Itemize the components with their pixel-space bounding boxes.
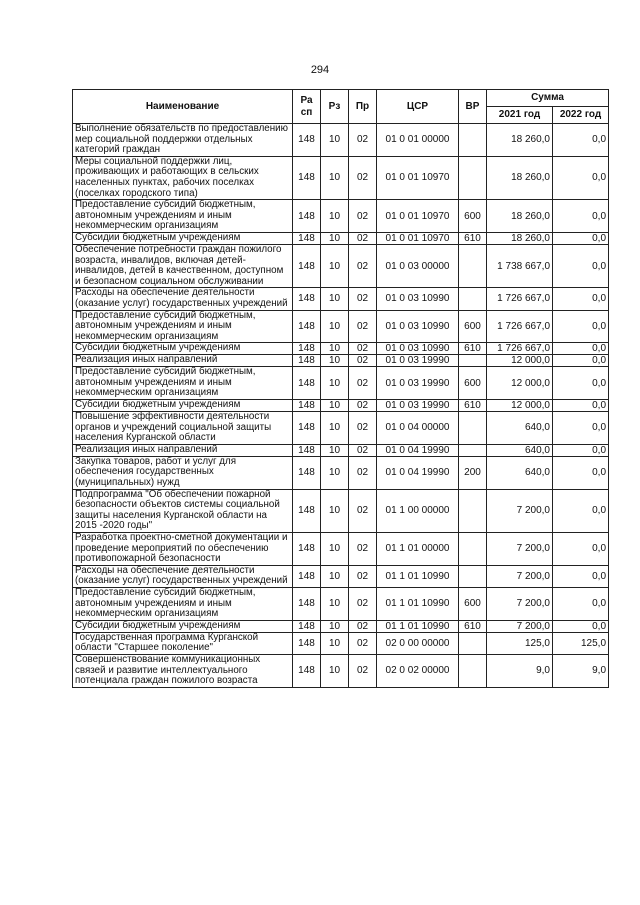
row-rz: 10	[321, 533, 349, 566]
header-pr: Пр	[349, 90, 377, 124]
header-2021: 2021 год	[487, 107, 553, 124]
row-name: Расходы на обеспечение деятельности (оказание услуг) государственных учреждений	[73, 565, 293, 587]
row-name: Обеспечение потребности граждан пожилого возраста, инвалидов, включая детей-инвалидов, детей в качественном, доступном и безопасном социальном обслуживании	[73, 244, 293, 287]
table-row	[73, 367, 609, 400]
row-sum-2022: 0,0	[553, 620, 609, 632]
row-name: Подпрограмма "Об обеспечении пожарной безопасности объектов системы социальной защиты населения Курганской области на 2015 -2020 годы"	[73, 489, 293, 532]
row-csr: 01 1 01 10990	[377, 565, 459, 587]
row-csr: 01 0 03 19990	[377, 355, 459, 367]
row-vr: 610	[459, 400, 487, 412]
row-sum-2022: 0,0	[553, 533, 609, 566]
row-rz: 10	[321, 654, 349, 687]
row-rz: 10	[321, 456, 349, 489]
header-sum: Сумма	[487, 90, 609, 107]
row-sum-2022: 0,0	[553, 156, 609, 199]
row-pr: 02	[349, 400, 377, 412]
row-vr: 600	[459, 310, 487, 343]
row-name: Государственная программа Курганской области "Старшее поколение"	[73, 632, 293, 654]
row-vr	[459, 654, 487, 687]
row-sum-2021: 18 260,0	[487, 232, 553, 244]
row-pr: 02	[349, 533, 377, 566]
row-rasp: 148	[293, 367, 321, 400]
row-vr	[459, 355, 487, 367]
table-body	[73, 124, 609, 688]
row-pr: 02	[349, 412, 377, 445]
row-sum-2022: 0,0	[553, 232, 609, 244]
row-rasp: 148	[293, 444, 321, 456]
row-vr	[459, 565, 487, 587]
row-vr	[459, 124, 487, 157]
row-rasp: 148	[293, 632, 321, 654]
row-rz: 10	[321, 232, 349, 244]
row-name: Совершенствование коммуникационных связей и развитие интеллектуального потенциала граждан пожилого возраста	[73, 654, 293, 687]
row-rz: 10	[321, 565, 349, 587]
row-rz: 10	[321, 620, 349, 632]
row-pr: 02	[349, 343, 377, 355]
row-rasp: 148	[293, 200, 321, 233]
row-csr: 01 0 03 19990	[377, 367, 459, 400]
row-rasp: 148	[293, 620, 321, 632]
table-row	[73, 232, 609, 244]
row-pr: 02	[349, 620, 377, 632]
row-pr: 02	[349, 156, 377, 199]
row-vr	[459, 156, 487, 199]
row-rz: 10	[321, 444, 349, 456]
row-rasp: 148	[293, 156, 321, 199]
row-csr: 01 0 03 19990	[377, 400, 459, 412]
row-name: Субсидии бюджетным учреждениям	[73, 232, 293, 244]
row-rasp: 148	[293, 355, 321, 367]
row-rasp: 148	[293, 244, 321, 287]
row-sum-2021: 640,0	[487, 444, 553, 456]
row-csr: 01 0 04 19990	[377, 444, 459, 456]
row-rasp: 148	[293, 124, 321, 157]
row-name: Субсидии бюджетным учреждениям	[73, 400, 293, 412]
row-pr: 02	[349, 565, 377, 587]
table-row	[73, 565, 609, 587]
row-sum-2021: 640,0	[487, 456, 553, 489]
row-pr: 02	[349, 587, 377, 620]
row-csr: 02 0 02 00000	[377, 654, 459, 687]
row-vr: 600	[459, 200, 487, 233]
row-sum-2021: 7 200,0	[487, 587, 553, 620]
row-rz: 10	[321, 400, 349, 412]
row-sum-2022: 0,0	[553, 400, 609, 412]
row-vr: 600	[459, 587, 487, 620]
row-name: Реализация иных направлений	[73, 444, 293, 456]
table-row	[73, 489, 609, 532]
row-vr	[459, 288, 487, 310]
table-row	[73, 400, 609, 412]
row-rz: 10	[321, 632, 349, 654]
row-csr: 01 0 01 10970	[377, 200, 459, 233]
row-sum-2021: 1 726 667,0	[487, 343, 553, 355]
row-vr	[459, 489, 487, 532]
row-rasp: 148	[293, 232, 321, 244]
row-sum-2021: 18 260,0	[487, 124, 553, 157]
row-vr: 200	[459, 456, 487, 489]
row-name: Реализация иных направлений	[73, 355, 293, 367]
table-row	[73, 288, 609, 310]
row-vr: 610	[459, 232, 487, 244]
row-sum-2021: 12 000,0	[487, 400, 553, 412]
table-row	[73, 444, 609, 456]
row-csr: 01 0 04 00000	[377, 412, 459, 445]
row-sum-2022: 0,0	[553, 124, 609, 157]
row-rasp: 148	[293, 400, 321, 412]
table-row	[73, 533, 609, 566]
row-rz: 10	[321, 244, 349, 287]
row-pr: 02	[349, 456, 377, 489]
row-csr: 01 0 04 19990	[377, 456, 459, 489]
header-2022: 2022 год	[553, 107, 609, 124]
row-vr	[459, 632, 487, 654]
row-csr: 01 0 01 10970	[377, 232, 459, 244]
row-sum-2021: 640,0	[487, 412, 553, 445]
row-sum-2021: 1 738 667,0	[487, 244, 553, 287]
row-sum-2021: 18 260,0	[487, 156, 553, 199]
row-rasp: 148	[293, 288, 321, 310]
row-sum-2022: 125,0	[553, 632, 609, 654]
row-pr: 02	[349, 355, 377, 367]
table-row	[73, 412, 609, 445]
table-row	[73, 310, 609, 343]
row-sum-2022: 0,0	[553, 288, 609, 310]
row-csr: 01 1 01 00000	[377, 533, 459, 566]
row-sum-2021: 12 000,0	[487, 355, 553, 367]
row-sum-2021: 9,0	[487, 654, 553, 687]
row-sum-2022: 0,0	[553, 456, 609, 489]
row-sum-2021: 18 260,0	[487, 200, 553, 233]
row-sum-2022: 0,0	[553, 310, 609, 343]
row-name: Субсидии бюджетным учреждениям	[73, 620, 293, 632]
row-vr	[459, 533, 487, 566]
row-name: Меры социальной поддержки лиц, проживающих и работающих в сельских населенных пунктах, рабочих поселках (поселках городского типа)	[73, 156, 293, 199]
row-sum-2022: 0,0	[553, 367, 609, 400]
table-row	[73, 124, 609, 157]
row-name: Предоставление субсидий бюджетным, автономным учреждениям и иным некоммерческим организациям	[73, 587, 293, 620]
row-name: Предоставление субсидий бюджетным, автономным учреждениям и иным некоммерческим организациям	[73, 367, 293, 400]
header-vr: ВР	[459, 90, 487, 124]
row-rz: 10	[321, 412, 349, 445]
row-csr: 01 1 00 00000	[377, 489, 459, 532]
row-rasp: 148	[293, 489, 321, 532]
row-rasp: 148	[293, 412, 321, 445]
row-vr	[459, 244, 487, 287]
table-row	[73, 156, 609, 199]
row-vr: 600	[459, 367, 487, 400]
row-pr: 02	[349, 632, 377, 654]
row-csr: 01 1 01 10990	[377, 587, 459, 620]
row-sum-2022: 0,0	[553, 565, 609, 587]
table-row	[73, 355, 609, 367]
row-name: Закупка товаров, работ и услуг для обеспечения государственных (муниципальных) нужд	[73, 456, 293, 489]
row-sum-2022: 0,0	[553, 244, 609, 287]
row-csr: 01 0 01 00000	[377, 124, 459, 157]
table-row	[73, 587, 609, 620]
table-row	[73, 632, 609, 654]
row-rz: 10	[321, 156, 349, 199]
row-rz: 10	[321, 355, 349, 367]
table-row	[73, 343, 609, 355]
row-name: Предоставление субсидий бюджетным, автономным учреждениям и иным некоммерческим организациям	[73, 200, 293, 233]
row-sum-2021: 7 200,0	[487, 620, 553, 632]
row-rz: 10	[321, 489, 349, 532]
row-name: Субсидии бюджетным учреждениям	[73, 343, 293, 355]
row-name: Расходы на обеспечение деятельности (оказание услуг) государственных учреждений	[73, 288, 293, 310]
row-rasp: 148	[293, 343, 321, 355]
row-pr: 02	[349, 654, 377, 687]
row-name: Разработка проектно-сметной документации и проведение мероприятий по обеспечению противопожарной безопасности	[73, 533, 293, 566]
row-sum-2021: 12 000,0	[487, 367, 553, 400]
row-sum-2022: 0,0	[553, 587, 609, 620]
row-rasp: 148	[293, 565, 321, 587]
row-vr	[459, 412, 487, 445]
row-csr: 01 0 03 00000	[377, 244, 459, 287]
row-csr: 01 0 01 10970	[377, 156, 459, 199]
row-pr: 02	[349, 244, 377, 287]
row-pr: 02	[349, 489, 377, 532]
row-pr: 02	[349, 310, 377, 343]
row-sum-2021: 1 726 667,0	[487, 310, 553, 343]
header-rasp: Ра сп	[293, 90, 321, 124]
table-row	[73, 456, 609, 489]
row-name: Предоставление субсидий бюджетным, автономным учреждениям и иным некоммерческим организациям	[73, 310, 293, 343]
row-sum-2021: 125,0	[487, 632, 553, 654]
row-sum-2021: 1 726 667,0	[487, 288, 553, 310]
row-rasp: 148	[293, 310, 321, 343]
budget-table	[72, 89, 609, 688]
row-sum-2021: 7 200,0	[487, 533, 553, 566]
row-name: Повышение эффективности деятельности органов и учреждений социальной защиты населения Курганской области	[73, 412, 293, 445]
row-sum-2022: 0,0	[553, 412, 609, 445]
row-rasp: 148	[293, 533, 321, 566]
row-sum-2022: 0,0	[553, 355, 609, 367]
row-csr: 01 0 03 10990	[377, 288, 459, 310]
table-row	[73, 654, 609, 687]
row-rasp: 148	[293, 654, 321, 687]
row-pr: 02	[349, 367, 377, 400]
row-vr: 610	[459, 620, 487, 632]
row-pr: 02	[349, 232, 377, 244]
row-rz: 10	[321, 310, 349, 343]
row-rz: 10	[321, 343, 349, 355]
page-number: 294	[310, 64, 330, 76]
row-pr: 02	[349, 444, 377, 456]
row-csr: 02 0 00 00000	[377, 632, 459, 654]
row-csr: 01 0 03 10990	[377, 343, 459, 355]
row-sum-2022: 0,0	[553, 343, 609, 355]
table-row	[73, 620, 609, 632]
table-header	[73, 90, 609, 124]
row-pr: 02	[349, 124, 377, 157]
row-csr: 01 0 03 10990	[377, 310, 459, 343]
row-name: Выполнение обязательств по предоставлению мер социальной поддержки отдельных категорий граждан	[73, 124, 293, 157]
row-rz: 10	[321, 200, 349, 233]
row-pr: 02	[349, 200, 377, 233]
row-sum-2021: 7 200,0	[487, 489, 553, 532]
row-sum-2022: 9,0	[553, 654, 609, 687]
header-rz: Рз	[321, 90, 349, 124]
row-sum-2022: 0,0	[553, 444, 609, 456]
row-pr: 02	[349, 288, 377, 310]
row-rz: 10	[321, 367, 349, 400]
row-vr: 610	[459, 343, 487, 355]
row-csr: 01 1 01 10990	[377, 620, 459, 632]
row-rz: 10	[321, 587, 349, 620]
row-rasp: 148	[293, 587, 321, 620]
table-row	[73, 200, 609, 233]
header-csr: ЦСР	[377, 90, 459, 124]
row-rasp: 148	[293, 456, 321, 489]
header-name: Наименование	[73, 90, 293, 124]
row-rz: 10	[321, 288, 349, 310]
row-vr	[459, 444, 487, 456]
row-rz: 10	[321, 124, 349, 157]
row-sum-2021: 7 200,0	[487, 565, 553, 587]
row-sum-2022: 0,0	[553, 489, 609, 532]
table-row	[73, 244, 609, 287]
row-sum-2022: 0,0	[553, 200, 609, 233]
